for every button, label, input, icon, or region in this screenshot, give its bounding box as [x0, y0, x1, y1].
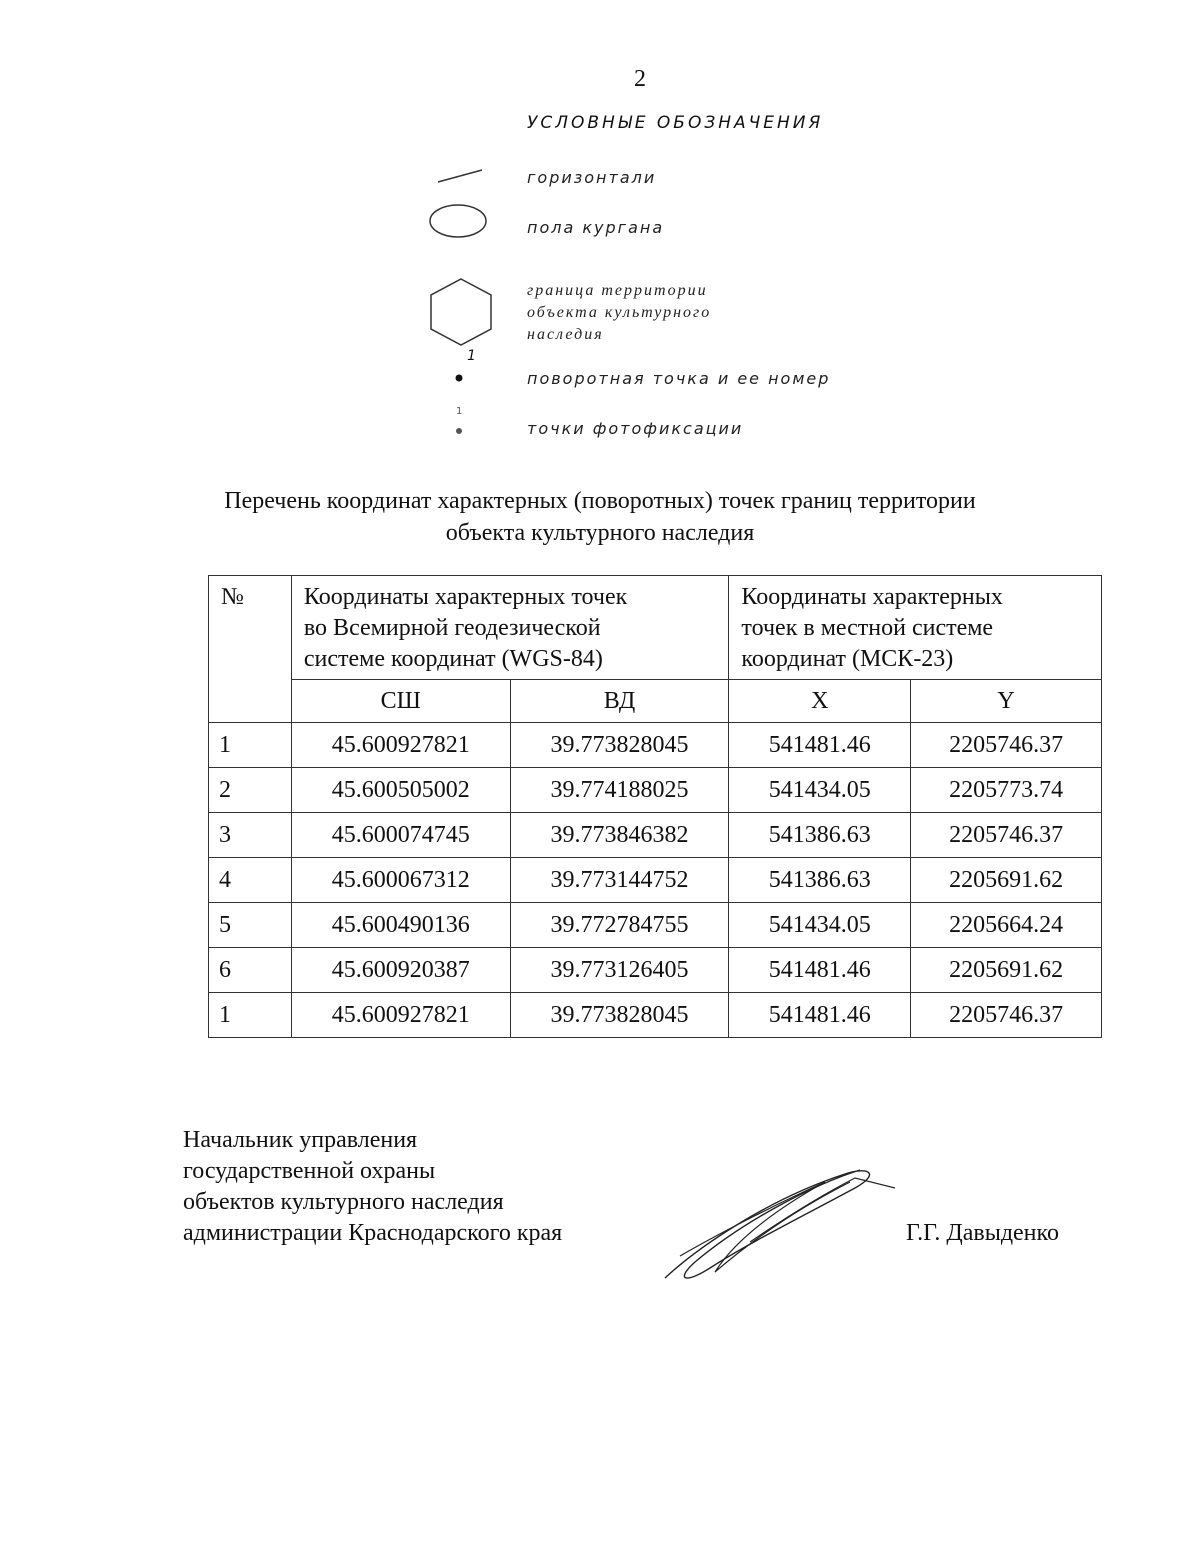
cell-number: 2: [209, 768, 292, 813]
cell-lon: 39.773828045: [510, 993, 729, 1038]
cell-y: 2205691.62: [911, 948, 1102, 993]
page-number: 2: [634, 66, 646, 92]
cell-lat: 45.600505002: [291, 768, 510, 813]
cell-lat: 45.600490136: [291, 903, 510, 948]
hexagon-icon: [426, 276, 496, 348]
contour-line-icon: [436, 166, 486, 186]
cell-number: 1: [209, 993, 292, 1038]
cell-y: 2205746.37: [911, 723, 1102, 768]
cell-lat: 45.600920387: [291, 948, 510, 993]
header-number: №: [209, 576, 292, 723]
cell-x: 541386.63: [729, 813, 911, 858]
signatory-title: Начальник управления государственной охраны объектов культурного наследия администрации Краснодарского края: [183, 1127, 563, 1246]
table-subheader-row: [209, 680, 1102, 723]
table-caption: Перечень координат характерных (поворотных) точек границ территории объекта культурного наследия: [224, 488, 976, 546]
table-row: [209, 768, 1102, 813]
cell-y: 2205773.74: [911, 768, 1102, 813]
legend-label-contours: горизонтали: [527, 168, 657, 187]
cell-number: 6: [209, 948, 292, 993]
cell-x: 541434.05: [729, 768, 911, 813]
cell-lon: 39.773144752: [510, 858, 729, 903]
cell-lat: 45.600067312: [291, 858, 510, 903]
table-row: [209, 723, 1102, 768]
header-msk23: Координаты характерных точек в местной системе координат (МСК-23): [729, 576, 1102, 680]
cell-number: 5: [209, 903, 292, 948]
legend-label-boundary: граница территории объекта культурного наследия: [527, 282, 712, 343]
cell-number: 4: [209, 858, 292, 903]
photo-point-icon: [454, 426, 464, 436]
cell-x: 541434.05: [729, 903, 911, 948]
cell-y: 2205664.24: [911, 903, 1102, 948]
signatory-name: Г.Г. Давыденко: [906, 1220, 1059, 1246]
table-row: [209, 858, 1102, 903]
cell-lat: 45.600074745: [291, 813, 510, 858]
cell-lon: 39.773846382: [510, 813, 729, 858]
cell-number: 1: [209, 723, 292, 768]
legend-title: УСЛОВНЫЕ ОБОЗНАЧЕНИЯ: [527, 113, 824, 133]
legend-label-mound: пола кургана: [527, 218, 665, 237]
table-row: [209, 993, 1102, 1038]
column-header-y: Y: [911, 680, 1102, 723]
cell-lon: 39.772784755: [510, 903, 729, 948]
photo-point-number: 1: [456, 406, 463, 417]
cell-y: 2205746.37: [911, 813, 1102, 858]
cell-lon: 39.773828045: [510, 723, 729, 768]
header-wgs84: Координаты характерных точек во Всемирной геодезической системе координат (WGS-84): [291, 576, 729, 680]
cell-x: 541386.63: [729, 858, 911, 903]
cell-number: 3: [209, 813, 292, 858]
table-row: [209, 813, 1102, 858]
column-header-lon: ВД: [510, 680, 729, 723]
cell-x: 541481.46: [729, 993, 911, 1038]
legend-label-photo-points: точки фотофиксации: [527, 419, 744, 438]
cell-lon: 39.773126405: [510, 948, 729, 993]
column-header-x: X: [729, 680, 911, 723]
cell-y: 2205691.62: [911, 858, 1102, 903]
coordinates-table: [208, 575, 1102, 1038]
cell-lat: 45.600927821: [291, 723, 510, 768]
cell-lon: 39.774188025: [510, 768, 729, 813]
handwritten-signature: [655, 1160, 905, 1290]
turning-point-icon: [453, 372, 465, 384]
table-header-row: [209, 576, 1102, 680]
legend-label-turning-point: поворотная точка и ее номер: [527, 369, 831, 388]
table-row: [209, 948, 1102, 993]
cell-x: 541481.46: [729, 723, 911, 768]
ellipse-icon: [428, 202, 490, 240]
table-row: [209, 903, 1102, 948]
cell-lat: 45.600927821: [291, 993, 510, 1038]
cell-y: 2205746.37: [911, 993, 1102, 1038]
turning-point-number: 1: [467, 348, 476, 364]
cell-x: 541481.46: [729, 948, 911, 993]
column-header-lat: СШ: [291, 680, 510, 723]
